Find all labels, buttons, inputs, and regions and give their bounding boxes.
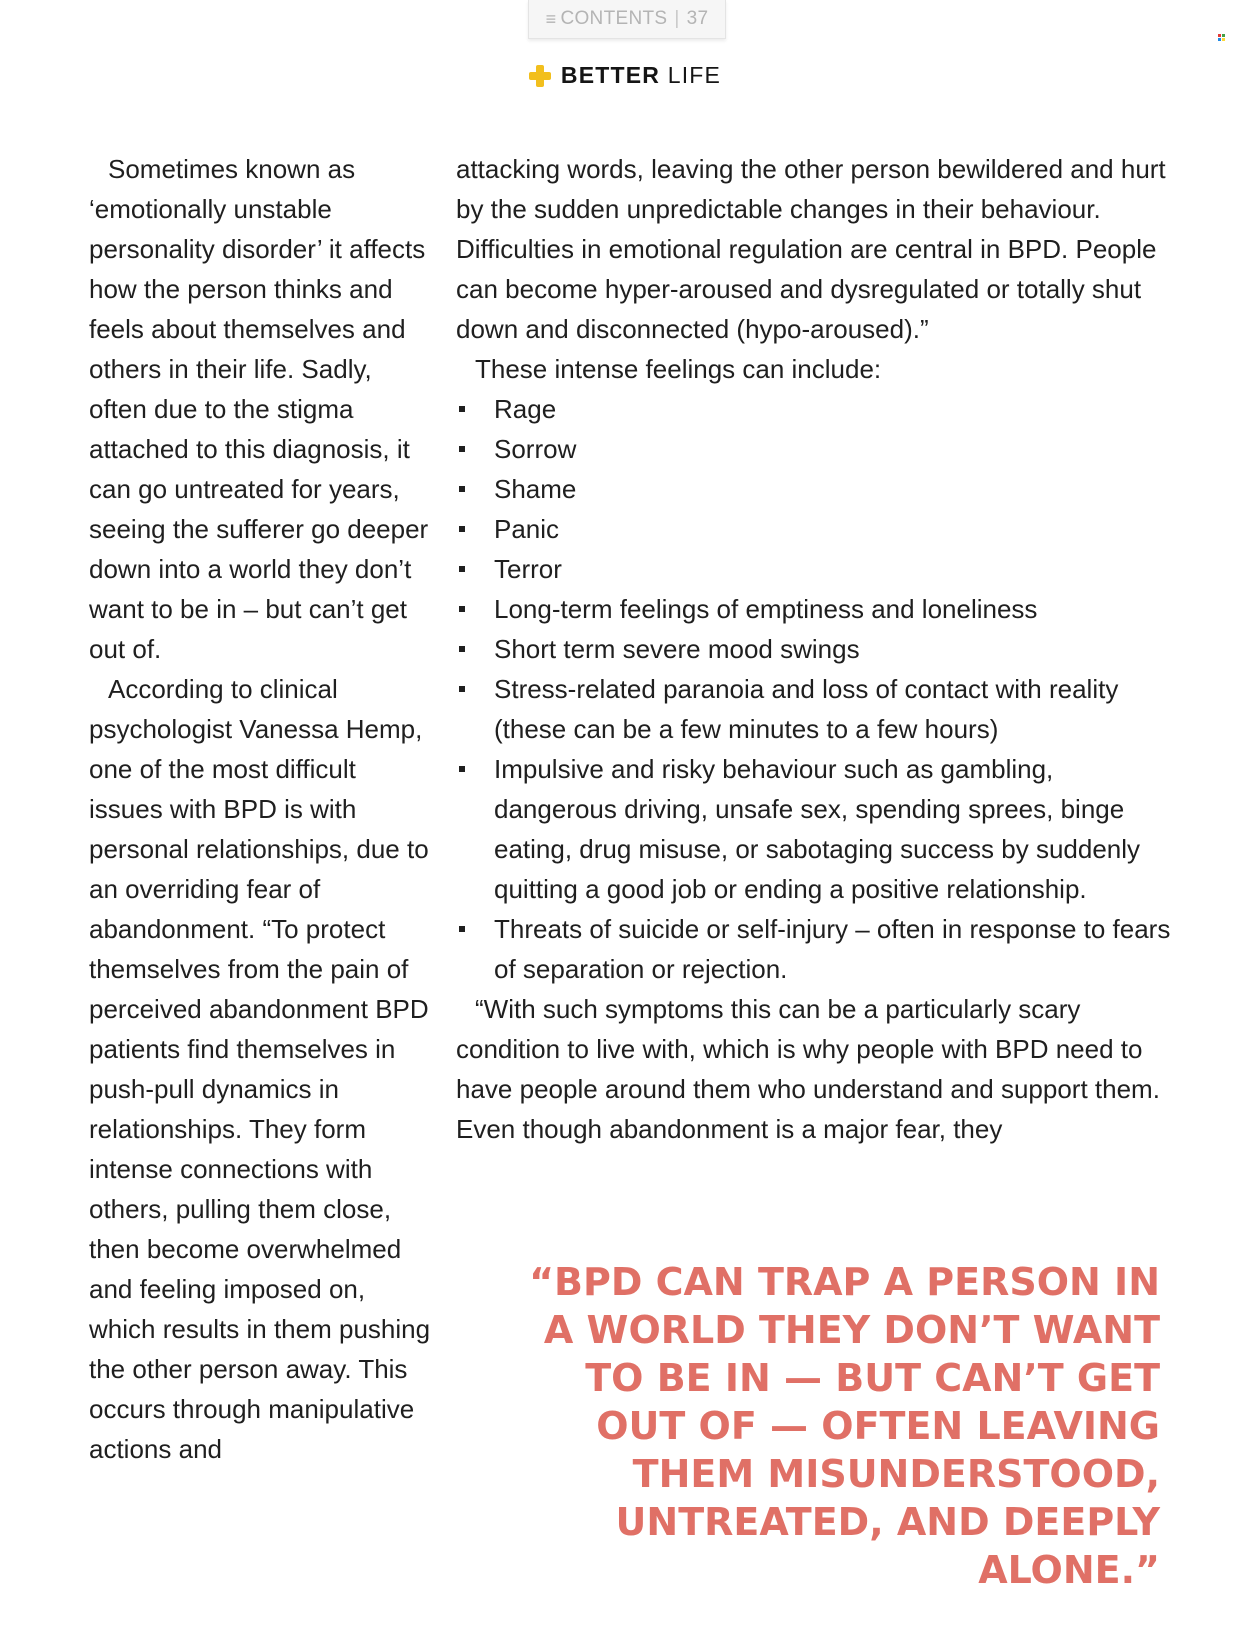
list-item: Shame bbox=[456, 469, 1176, 509]
feelings-list bbox=[456, 389, 1176, 989]
section-header bbox=[0, 62, 1250, 89]
tab-divider: | bbox=[674, 8, 680, 29]
list-item: Long-term feelings of emptiness and loneliness bbox=[456, 589, 1176, 629]
article-column-right bbox=[456, 149, 1176, 1149]
list-item: Terror bbox=[456, 549, 1176, 589]
article-paragraph-1: Sometimes known as ‘emotionally unstable personality disorder’ it affects how the person thinks and feels about themselves and others in their life. Sadly, often due to the stigma attached to this diagnosis, it can go untreated for years, seeing the sufferer go deeper down into a world they don’t want to be in – but can’t get out of. bbox=[89, 154, 429, 664]
section-title-light: LIFE bbox=[667, 62, 722, 88]
article-column-left bbox=[89, 149, 434, 1469]
corner-color-mark bbox=[1218, 34, 1225, 41]
article-paragraph-4: “With such symptoms this can be a particularly scary condition to live with, which is why people with BPD need to have people around them who understand and support them. Even though abandonment is a major fear, they bbox=[456, 994, 1160, 1144]
plus-cross-icon bbox=[529, 65, 551, 87]
pull-quote: “BPD CAN TRAP A PERSON IN A WORLD THEY DON’T WANT TO BE IN — BUT CAN’T GET OUT OF — OFTEN LEAVING THEM MISUNDERSTOOD, UNTREATED, AND DEEPLY ALONE.” bbox=[529, 1260, 1160, 1592]
list-intro: These intense feelings can include: bbox=[475, 354, 882, 384]
list-item: Impulsive and risky behaviour such as gambling, dangerous driving, unsafe sex, spending sprees, binge eating, drug misuse, or sabotaging success by suddenly quitting a good job or ending a positive relationship. bbox=[456, 749, 1176, 909]
contents-label: CONTENTS bbox=[560, 8, 668, 29]
contents-button[interactable] bbox=[528, 0, 726, 39]
list-item: Threats of suicide or self-injury – often in response to fears of separation or rejection. bbox=[456, 909, 1176, 989]
section-title bbox=[561, 62, 721, 89]
list-item: Panic bbox=[456, 509, 1176, 549]
list-item: Sorrow bbox=[456, 429, 1176, 469]
article-paragraph-2: According to clinical psychologist Vanessa Hemp, one of the most difficult issues with BPD is with personal relationships, due to an overriding fear of abandonment. “To protect themselves from the pain of perceived abandonment BPD patients find themselves in push-pull dynamics in relationships. They form intense connections with others, pulling them close, then become overwhelmed and feeling imposed on, which results in them pushing the other person away. This occurs through manipulative actions and bbox=[89, 674, 431, 1464]
list-item: Short term severe mood swings bbox=[456, 629, 1176, 669]
list-item: Rage bbox=[456, 389, 1176, 429]
menu-icon: ≡ bbox=[545, 8, 557, 29]
article-paragraph-3: attacking words, leaving the other person bewildered and hurt by the sudden unpredictable changes in their behaviour. Difficulties in emotional regulation are central in BPD. People can become hyper-aroused and dysregulated or totally shut down and disconnected (hypo-aroused).” bbox=[456, 154, 1166, 344]
page-number: 37 bbox=[686, 8, 709, 29]
list-item: Stress-related paranoia and loss of contact with reality (these can be a few minutes to a few hours) bbox=[456, 669, 1176, 749]
section-title-bold: BETTER bbox=[560, 62, 661, 88]
